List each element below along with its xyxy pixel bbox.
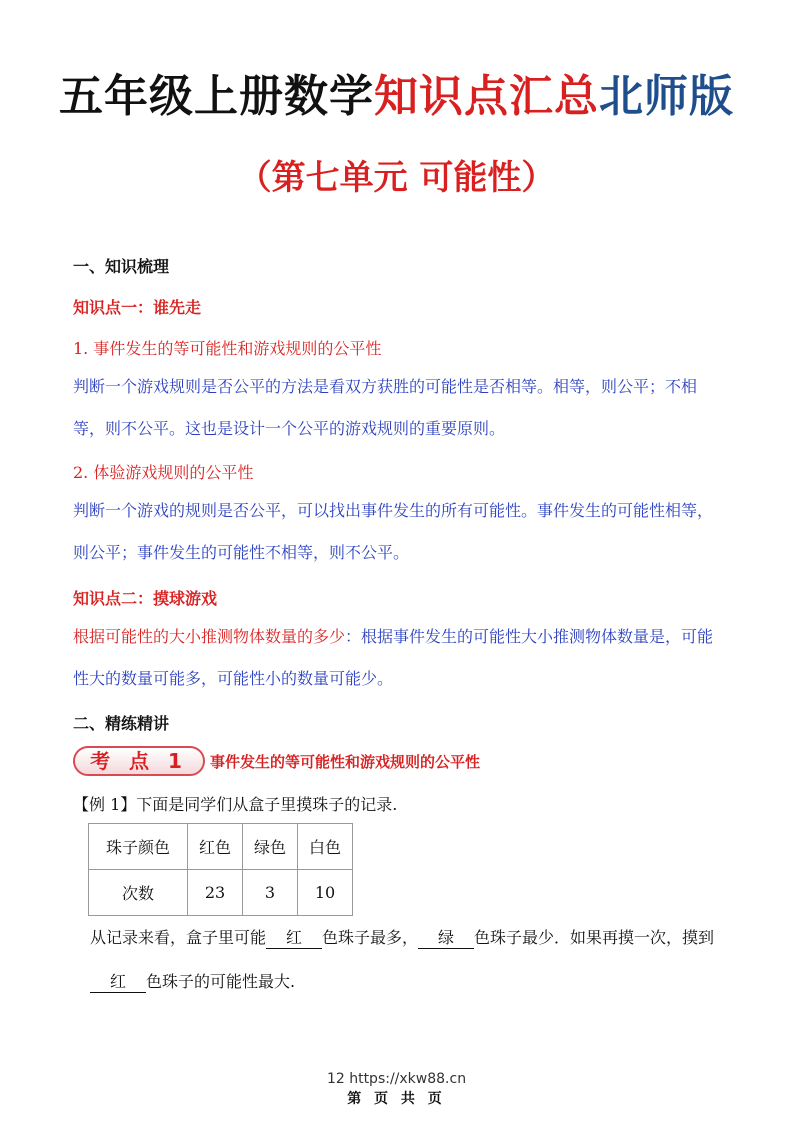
answer-text — [90, 916, 730, 1004]
topic-badge-title: 事件发生的等可能性和游戏规则的公平性 — [210, 753, 481, 771]
footer-url: 12 https://xkw88.cn — [326, 1071, 467, 1087]
kp1-item1-title: 1. 事件发生的等可能性和游戏规则的公平性 — [73, 339, 382, 358]
table-cell: 23 — [188, 870, 243, 916]
table-cell: 3 — [243, 870, 298, 916]
answer-blank-3: 红 — [90, 972, 146, 993]
knowledge-point-2-heading: 知识点二：摸球游戏 — [73, 589, 218, 608]
kp2-text-blue: ：根据事件发生的可能性大小推测物体数量是，可能性大的数量可能多，可能性小的数量可能少。 — [73, 627, 714, 688]
example-label: 【例 1】 — [73, 795, 137, 814]
answer-blank-1: 红 — [266, 928, 322, 949]
kp1-item2-title: 2. 体验游戏规则的公平性 — [73, 463, 254, 482]
table-header-cell: 珠子颜色 — [89, 824, 188, 870]
kp1-item2-text: 判断一个游戏的规则是否公平，可以找出事件发生的所有可能性。事件发生的可能性相等，则公平；事件发生的可能性不相等，则不公平。 — [73, 501, 714, 562]
footer-page-number: 第 页 共 页 — [347, 1091, 446, 1107]
table-header-cell: 红色 — [188, 824, 243, 870]
topic-badge: 考 点 1 — [73, 746, 205, 776]
section-heading-1: 一、知识梳理 — [73, 257, 170, 276]
answer-part2: 色珠子最多， — [322, 928, 419, 947]
example-line — [73, 792, 397, 815]
table-cell: 次数 — [89, 870, 188, 916]
page-title — [0, 60, 793, 124]
table-row — [89, 870, 353, 916]
title-part2: 知识点汇总 — [374, 71, 599, 122]
table-header-cell: 绿色 — [243, 824, 298, 870]
table-header-row — [89, 824, 353, 870]
knowledge-point-1-heading: 知识点一：谁先走 — [73, 298, 202, 317]
title-part3: 北师版 — [599, 71, 734, 122]
kp1-item1-text: 判断一个游戏规则是否公平的方法是看双方获胜的可能性是否相等。相等，则公平；不相等，则不公平。这也是设计一个公平的游戏规则的重要原则。 — [73, 377, 698, 438]
section-heading-2: 二、精练精讲 — [73, 714, 170, 733]
example-text: 下面是同学们从盒子里摸珠子的记录. — [136, 795, 398, 814]
kp2-text — [73, 616, 723, 700]
table-cell: 10 — [298, 870, 353, 916]
answer-part1: 从记录来看，盒子里可能 — [90, 928, 267, 947]
kp2-text-red: 根据可能性的大小推测物体数量的多少 — [73, 627, 346, 646]
answer-blank-2: 绿 — [418, 928, 474, 949]
record-table — [88, 823, 353, 916]
table-header-cell: 白色 — [298, 824, 353, 870]
page-subtitle: （第七单元 可能性） — [237, 158, 556, 198]
answer-part3: 色珠子最少．如果再摸一次，摸到 — [474, 928, 715, 947]
title-part1: 五年级上册数学 — [59, 71, 374, 122]
answer-part4: 色珠子的可能性最大. — [146, 972, 296, 991]
